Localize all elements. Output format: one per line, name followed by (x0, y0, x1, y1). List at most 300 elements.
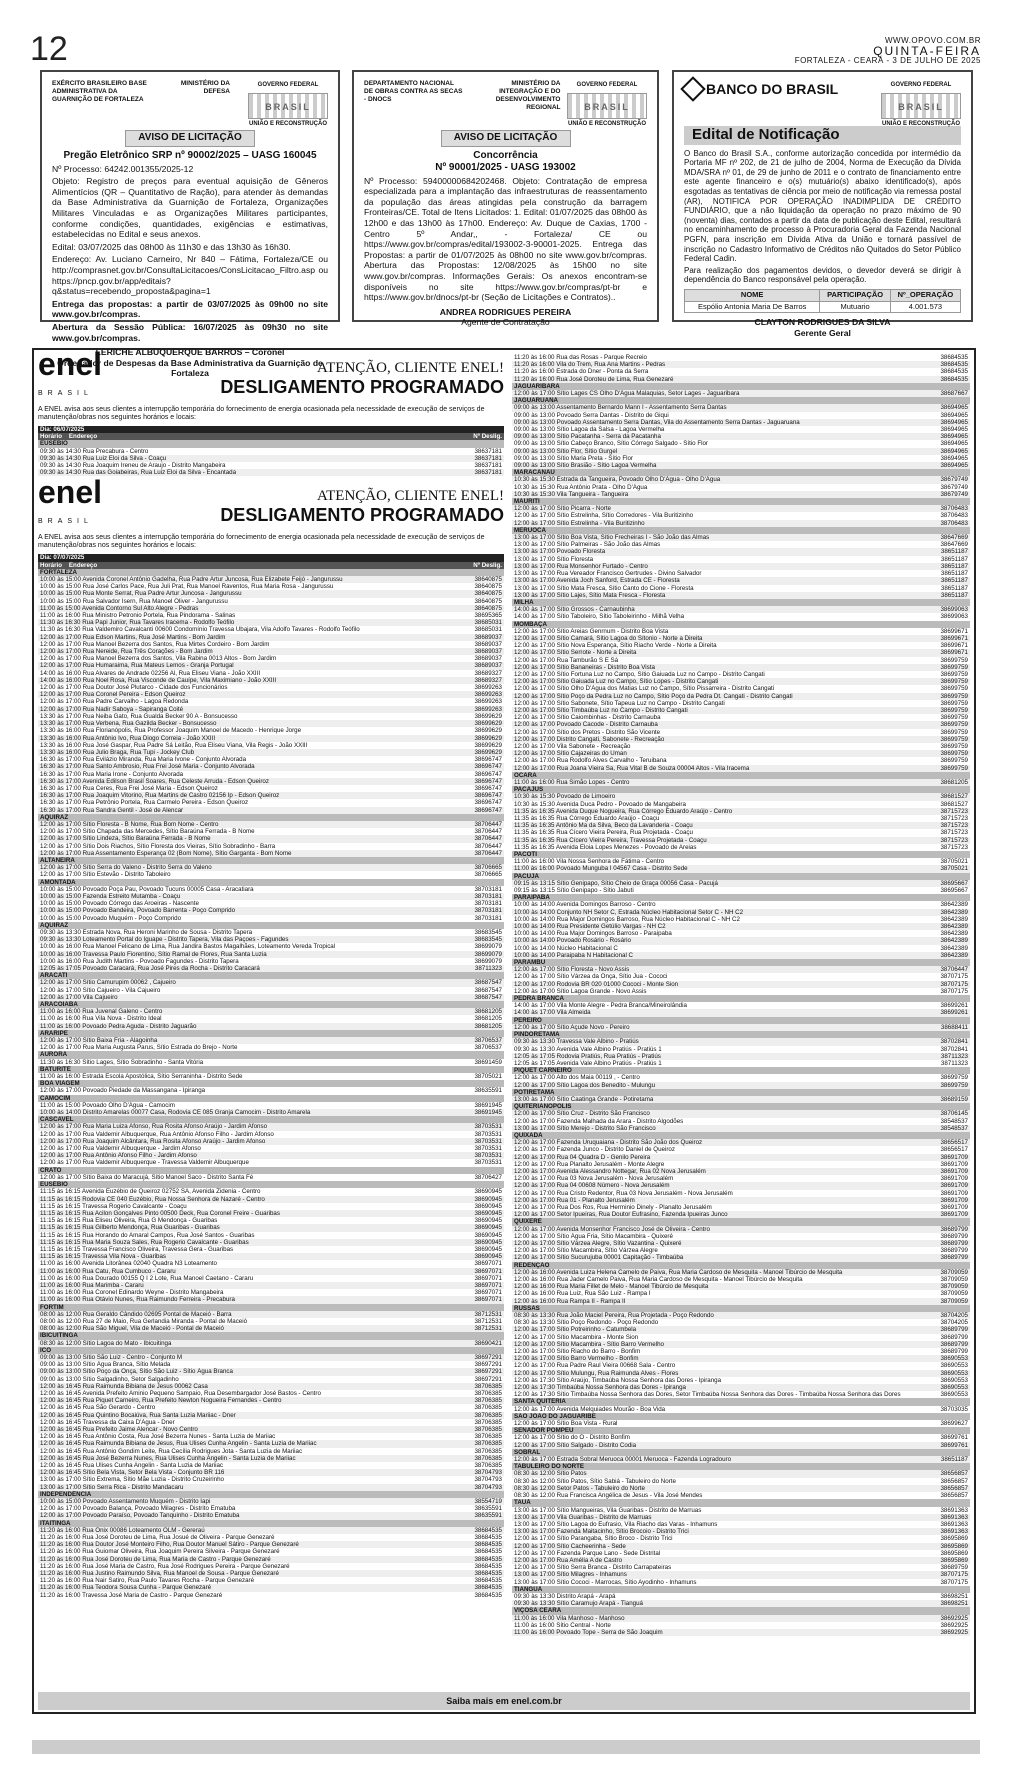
outage-entry: 13:30 às 16:00 Rua Antônio Ivo, Rua Diogo Correia - João XXIII (38, 735, 464, 742)
outage-number: 38656857 (930, 1470, 970, 1477)
outage-number: 38699079 (474, 943, 502, 951)
table-row (512, 966, 970, 973)
table-row (512, 736, 970, 743)
outage-number: 38715723 (930, 822, 970, 829)
outage-number: 38642389 (930, 909, 970, 916)
city-name: OCARA (512, 772, 970, 779)
table-row (512, 455, 970, 462)
outage-number: 38684535 (474, 1562, 502, 1570)
city-header-row (38, 1001, 504, 1008)
outage-number: 38689799 (930, 1341, 970, 1348)
city-name: ITAITINGA (38, 1520, 504, 1527)
outage-entry: 12:00 às 17:00 Sítio Serra do Valeno - Distrito Serra do Valeno (38, 864, 464, 871)
outage-entry: 12:00 às 17:00 Povoado Cacode - Distrito Carnauba (512, 721, 930, 728)
table-row (512, 541, 970, 548)
enel-title: DESLIGAMENTO PROGRAMADO (220, 377, 504, 397)
outage-number: 38691363 (930, 1528, 970, 1535)
masthead-dateline: FORTALEZA - CEARÁ - 3 DE JULHO DE 2025 (794, 56, 981, 65)
outage-entry: 08:30 às 13:30 Sítio Poço Redondo - Poço Redondo (514, 1319, 659, 1327)
table-row (38, 951, 504, 958)
table-row (512, 1377, 970, 1384)
table-row (38, 590, 504, 597)
outage-number: 38689037 (474, 655, 502, 663)
table-row (38, 1023, 504, 1030)
table-row (512, 1060, 970, 1067)
table-row (512, 923, 970, 930)
outage-entry: 12:00 às 17:00 Rua Antônio Afonso Filho - Jardim Afonso (38, 1152, 464, 1159)
outage-number: 38689799 (940, 1348, 968, 1356)
table-row (38, 698, 504, 705)
outage-number: 38695365 (474, 612, 502, 620)
table-row (38, 1527, 504, 1534)
outage-entry: 11:20 às 16:00 Rua José Maria de Castro, Rua José Rodrigues Pereira - Parque Genezaré (40, 1562, 290, 1570)
city-header-row (38, 857, 504, 864)
city-name: QUITERIANÓPOLIS (512, 1103, 970, 1110)
table-row (512, 707, 970, 714)
outage-table-continued (512, 354, 970, 1636)
city-name: PACAJUS (512, 786, 970, 793)
table-row (38, 583, 504, 590)
table-row (512, 1319, 970, 1326)
outage-number: 38694965 (930, 462, 970, 469)
outage-entry: 09:15 às 13:15 Sítio Genipapo - Sítio Jabuti (514, 887, 634, 895)
outage-entry: 12:00 às 17:00 Sítio Cajueiro - Vila Cajueiro (40, 986, 161, 994)
enel-footer-link[interactable]: Saiba mais em enel.com.br (38, 1692, 970, 1710)
outage-entry: 14:00 às 17:00 Vila Monte Alegre - Pedra Branca/Mineirolândia (514, 1002, 687, 1010)
outage-number: 38684535 (940, 354, 968, 361)
outage-entry: 10:00 às 14:00 Povoado Rosário - Rosário (512, 937, 930, 944)
outage-number: 38691709 (930, 1211, 970, 1218)
table-row (38, 1505, 504, 1512)
table-row (512, 1082, 970, 1089)
city-header-row (512, 894, 970, 901)
outage-number: 38691363 (940, 1506, 968, 1514)
table-row (512, 1341, 970, 1348)
outage-number: 38694965 (940, 454, 968, 462)
table-row (38, 1361, 504, 1368)
table-row (38, 785, 504, 792)
outage-number: 38651187 (940, 584, 968, 592)
outage-entry: 11:20 às 16:00 Rua Teodora Sousa Cunha - Parque Genezaré (38, 1584, 464, 1591)
table-row (38, 1188, 504, 1195)
table-row (38, 612, 504, 619)
outage-entry: 11:00 às 16:00 Rua Simão Lopes - Centro (512, 779, 930, 786)
table-row (512, 765, 970, 772)
outage-entry: 12:00 às 17:00 Rua Manoel Bezerra dos Santos, Vila Rabina 0013 Altos - Bom Jardim (40, 655, 277, 663)
table-row (512, 1571, 970, 1578)
outage-number: 38640875 (464, 590, 504, 597)
city-header-row (38, 1304, 504, 1311)
city-name: AURORA (38, 1051, 504, 1058)
table-row (512, 361, 970, 368)
city-name: PIQUET CARNEIRO (512, 1067, 970, 1074)
outage-number: 38695869 (940, 1535, 968, 1543)
outage-entry: 13:00 às 17:00 Sítio Merejo - Distrito São Francisco (512, 1125, 930, 1132)
outage-entry: 11:20 às 16:00 Rua José Doroteu de Lima, Rua Maria de Castro - Parque Genezaré (38, 1556, 464, 1563)
outage-entry: 12:00 às 17:00 Rua Assentamento Esperança 02 (Bom Nome), Sítio Garganta - Bom Nome (38, 850, 464, 857)
outage-number: 38684535 (930, 376, 970, 383)
outage-number: 38691709 (930, 1154, 970, 1161)
table-row (512, 1528, 970, 1535)
outage-number: 38706385 (464, 1383, 504, 1390)
table-row (512, 642, 970, 649)
outage-number: 38651187 (940, 555, 968, 563)
outage-number: 38679749 (940, 483, 968, 491)
outage-entry: 08:30 às 12:00 Sítio Lagoa do Mato - Ibicuitinga (38, 1340, 464, 1347)
outage-number: 38647669 (940, 541, 968, 549)
outage-number: 38706447 (464, 850, 504, 857)
city-header-row (512, 527, 970, 534)
table-row (38, 1570, 504, 1577)
outage-entry: 12:00 às 16:45 Rua Piquet Carneiro, Rua Prefeito Newton Nogueira Fernandes - Centro (38, 1397, 464, 1404)
table-row (38, 1015, 504, 1022)
outage-number: 38690945 (464, 1253, 504, 1260)
outage-entry: 12:00 às 17:00 Povoado Balança, Povoado Milagres - Distrito Ematuba (40, 1505, 236, 1513)
outage-entry: 13:00 às 17:00 Sítio Lagoa do Eufrasio, Vila Riacho das Varas - Inhamuns (514, 1520, 718, 1528)
city-name: JAGUARIBARA (512, 383, 970, 390)
outage-entry: 14:00 às 16:00 Rua Noel Rosa, Rua Visconde de Cauípe, Vila Maximiano - João XXIII (38, 677, 464, 684)
outage-entry: 11:00 às 16:00 Avenida Litorânea 02040 Quadra N3 Loteamento (40, 1260, 217, 1268)
notice-tag: AVISO DE LICITAÇÃO (125, 130, 255, 147)
city-name: PEREIRO (512, 1017, 970, 1024)
table-row (38, 1462, 504, 1469)
outage-number: 38640875 (464, 576, 504, 583)
table-row (38, 727, 504, 734)
outage-entry: 12:00 às 17:00 Rua Maria Augusta Parus, Sítio Estrada do Brejo - Norte (40, 1044, 238, 1052)
outage-entry: 14:00 às 16:00 Rua Alvares de Andrade 02256 Al, Rua Eliseu Viana - João XXIII (40, 669, 261, 677)
table-row (512, 1247, 970, 1254)
outage-entry: 13:30 às 17:00 Rua Neiba Gato, Rua Gualda Becker 90 A - Bonsucesso (40, 712, 238, 720)
outage-number: 38706537 (474, 1044, 502, 1052)
city-name: ALTANEIRA (38, 857, 504, 864)
outage-entry: 13:00 às 17:00 Povoado Floresta (512, 548, 930, 555)
outage-number: 38697071 (474, 1260, 502, 1268)
outage-number: 38635591 (464, 1512, 504, 1519)
table-row (512, 973, 970, 980)
outage-number: 38689759 (940, 1564, 968, 1572)
city-header-row (512, 1305, 970, 1312)
outage-entry: 09:00 às 13:00 Sítio São Luiz - Centro - Conjunto M (38, 1354, 464, 1361)
table-row (512, 952, 970, 959)
outage-entry: 12:00 às 17:00 Sítio Floresta - B Nome, Rua Bom Nome - Centro (38, 821, 464, 828)
city-name: AQUIRAZ (38, 922, 504, 929)
outage-entry: 13:30 às 16:00 Rua Florianópolis, Rua Professor Joaquim Manoel de Macedo - Henrique Jorge (40, 727, 302, 735)
outage-entry: 12:00 às 17:00 Rua Maria Luiza Afonso, Rua Rosita Afonso Araújo - Jardim Afonso (38, 1123, 464, 1130)
outage-number: 38656857 (940, 1492, 968, 1500)
outage-number: 38703531 (474, 1159, 502, 1167)
outage-entry: 10:00 às 14:00 Avenida Domingos Barroso - Centro (514, 901, 656, 909)
table-row (38, 850, 504, 857)
outage-entry: 12:00 às 17:00 Rua Dos Ros, Rua Herminio Dinely - Planalto Jerusalém (514, 1203, 712, 1211)
city-name: FORTALEZA (38, 569, 504, 576)
table-row (512, 1470, 970, 1477)
outage-entry: 12:00 às 17:00 Rua Manoel Bezerra dos Santos, Rua Mirtes Cordeiro - Bom Jardim (40, 640, 270, 648)
notice-subtitle: Nº 90001/2025 - UASG 193002 (435, 161, 576, 173)
outage-entry: 12:00 às 17:00 Sítio Água Fria, Sítio Macambira - Quixeré (514, 1232, 673, 1240)
outage-number: 38707175 (940, 1578, 968, 1586)
table-row (512, 901, 970, 908)
city-header-row (38, 879, 504, 886)
outage-entry: 12:00 às 17:00 Alto dos Maia 00119 , - Centro (514, 1074, 640, 1082)
outage-entry: 12:00 às 16:45 Rua Ulises Cunha Angelin - Santa Luzia de Mariiac (40, 1462, 223, 1470)
outage-number: 38712531 (464, 1325, 504, 1332)
table-row (38, 1196, 504, 1203)
outage-entry: 11:20 às 16:00 Rua Justino Raimundo Silva, Rua Manoel de Sousa - Parque Genezaré (38, 1570, 464, 1577)
table-row (38, 1383, 504, 1390)
outage-entry: 12:00 às 17:00 Vila Sabonete - Recreação (514, 742, 631, 750)
outage-number: 38699629 (474, 727, 502, 735)
table-row (512, 664, 970, 671)
outage-entry: 12:00 às 17:30 Timbaúba Nossa Senhora das Dores - Ipiranga (512, 1384, 930, 1391)
outage-number: 38688411 (930, 1024, 970, 1031)
city-header-row (512, 1089, 970, 1096)
outage-entry: 11:35 às 16:35 Rua Cícero Vieira Pereira, Travessa Projetada - Coaçu (512, 837, 930, 844)
table-row (38, 828, 504, 835)
outage-entry: 10:00 às 15:00 Povoado Muquém - Poço Comprido (40, 914, 182, 922)
city-name: ARACATI (38, 972, 504, 979)
notice-paragraph: Nº Processo: 64242.001355/2025-12 (52, 163, 194, 174)
outage-number: 38706665 (474, 871, 502, 879)
outage-number: 38691709 (940, 1160, 968, 1168)
outage-entry: 11:00 às 16:00 Povoado Pedra Aguda - Distrito Jaguarão (38, 1023, 464, 1030)
city-header-row (512, 469, 970, 476)
table-row (512, 829, 970, 836)
outage-number: 38685031 (474, 626, 502, 634)
outage-number: 38690421 (464, 1340, 504, 1347)
table-row (512, 757, 970, 764)
outage-entry: 12:00 às 17:00 Sítio Floresta - Novo Assis (512, 966, 930, 973)
outage-number: 38690945 (474, 1188, 502, 1196)
outage-number: 38707175 (940, 973, 968, 981)
outage-entry: 11:00 às 16:00 Rua Catu, Rua Cumbuco - Cararu (38, 1268, 464, 1275)
city-name: CRATO (38, 1167, 504, 1174)
outage-entry: 10:30 às 15:30 Rua Antônio Prata - Olho D'Água (514, 483, 648, 491)
outage-number: 38695869 (930, 1557, 970, 1564)
city-header-row (512, 1067, 970, 1074)
table-row (38, 691, 504, 698)
outage-number: 38706385 (474, 1433, 502, 1441)
outage-entry: 12:00 às 17:00 Avenida Alessandro Nottegar, Rua 02 Nova Jerusalém (512, 1168, 930, 1175)
outage-entry: 12:00 às 17:00 Rua Amélia A de Castro (512, 1557, 930, 1564)
outage-number: 38690945 (464, 1210, 504, 1217)
outage-number: 38691709 (930, 1197, 970, 1204)
table-row (38, 634, 504, 641)
table-row (512, 1355, 970, 1362)
outage-entry: 09:30 às 13:30 Distrito Arapá - Arapá (514, 1592, 616, 1600)
outage-entry: 14:00 às 17:00 Sítio Grossos - Carnaubinha (512, 606, 930, 613)
outage-entry: 11:00 às 16:00 Vila Nossa Senhora de Fátima - Centro (514, 858, 665, 866)
outage-number: 38694965 (940, 411, 968, 419)
outage-entry: 12:00 às 17:00 Sítio Areias Genrnum - Distrito Boa Vista (514, 627, 669, 635)
outage-number: 38656857 (940, 1477, 968, 1485)
city-name: PARAMBU (512, 959, 970, 966)
outage-number: 38699759 (930, 693, 970, 700)
outage-number: 38699629 (464, 735, 504, 742)
outage-entry: 12:00 às 17:00 Rua Rodolfo Alves Carvalho - Teruibana (514, 757, 667, 765)
outage-entry: 12:00 às 17:00 Distrito Cangati, Sabonete - Recreação (512, 736, 930, 743)
outage-number: 38699627 (940, 1420, 968, 1428)
outage-entry: 12:00 às 17:00 Rua Padre Raul Vieira 00668 Sala - Centro (514, 1362, 676, 1370)
city-header-row (512, 1449, 970, 1456)
outage-number: 38637181 (474, 462, 502, 470)
outage-number: 38651187 (930, 548, 970, 555)
outage-number: 38706447 (930, 966, 970, 973)
table-header: PARTICIPAÇÃO (820, 289, 891, 301)
outage-entry: 12:00 às 17:00 Sítio Baixa Fria - Alagoinha (38, 1037, 464, 1044)
outage-number: 38712531 (464, 1311, 504, 1318)
outage-number: 38703531 (474, 1145, 502, 1153)
outage-number: 38705021 (940, 858, 968, 866)
table-row (38, 1232, 504, 1239)
table-row (38, 1592, 504, 1599)
outage-number: 38679749 (930, 476, 970, 483)
outage-entry: 11:00 às 16:00 Vila Manhoso - Manhoso (512, 1615, 930, 1622)
outage-entry: 12:00 às 17:00 Sítio Lagoa dos Benedito - Mulungu (512, 1082, 930, 1089)
table-row (38, 619, 504, 626)
table-row (512, 1370, 970, 1377)
table-row (38, 742, 504, 749)
city-header-row (38, 1520, 504, 1527)
outage-number: 38699759 (940, 656, 968, 664)
outage-number: 38699759 (940, 742, 968, 750)
city-name: PARAIPABA (512, 894, 970, 901)
city-name: QUIXERÉ (512, 1218, 970, 1225)
outage-entry: 12:00 às 17:00 Rua Padre Carvalho - Lagoa Redonda (40, 698, 189, 706)
outage-number: 38706447 (464, 821, 504, 828)
city-name: CASCAVEL (38, 1116, 504, 1123)
outage-entry: 11:20 às 16:00 Vila do Trem, Rua Ana Martins - Pedras (512, 361, 930, 368)
notice-signature: CLAYTON RODRIGUES DA SILVA Gerente Geral (754, 317, 891, 338)
city-name: MARACANAÚ (512, 469, 970, 476)
outage-number: 38706483 (930, 505, 970, 512)
outage-number: 38692925 (930, 1629, 970, 1636)
outage-entry: 12:00 às 17:00 Sítio Poço da Pedra Luz no Campo, Sítio Poço da Pedra Dt. Cangati - Distrito Cangati (512, 693, 930, 700)
table-row (512, 376, 970, 383)
outage-number: 38691363 (930, 1514, 970, 1521)
city-header-row (512, 621, 970, 628)
outage-entry: 12:00 às 17:00 Rua 04 Quadra D - Genilo Pereira (512, 1154, 930, 1161)
brasil-logo-icon: BRASIL (567, 93, 647, 119)
outage-number: 38695667 (940, 887, 968, 895)
outage-entry: 10:00 às 15:00 Rua José Carlos Pace, Rua Juli Prat, Rua Manoel Raventos, Rua Maria Rosa - Jangurussu (40, 583, 334, 591)
outage-number: 38640875 (474, 597, 502, 605)
outage-entry: 11:20 às 16:00 Rua Nair Satiro, Rua Paulo Tavares Rocha - Parque Genezaré (40, 1577, 255, 1585)
outage-number: 38699759 (930, 678, 970, 685)
outage-number: 38699629 (464, 720, 504, 727)
outage-entry: 11:00 às 16:00 Povoado Munguba I 04567 Casa - Distrito Sede (512, 865, 930, 872)
outage-entry: 12:00 às 17:00 Fazenda Malhada da Arara - Distrito Algodões (514, 1117, 684, 1125)
outage-entry: 12:00 às 16:45 Travessa da Caixa D'Água - Dner (40, 1418, 175, 1426)
outage-entry: 11:15 às 16:15 Rua Gilberto Mendonça, Rua Guaribas - Guaribas (38, 1224, 464, 1231)
outage-entry: 12:00 às 17:00 Sítio Cruz - Distrito São Francisco (512, 1110, 930, 1117)
city-name: MAURITI (512, 498, 970, 505)
outage-number: 38635591 (474, 1087, 502, 1095)
outage-entry: 13:30 às 16:00 Rua Julio Braga, Rua Tupi - Jockey Club (38, 749, 464, 756)
city-header-row (38, 1066, 504, 1073)
city-header-row (512, 1132, 970, 1139)
table-row (512, 404, 970, 411)
outage-entry: 09:30 às 14:30 Rua Precabura - Centro (40, 447, 149, 455)
outage-entry: 10:00 às 14:00 Rua Major Domingos Barroso - Paraipaba (514, 930, 672, 938)
outage-entry: 10:00 às 14:00 Conjunto NH Setor C, Estrada Núcleo Habitacional Setor C - NH C2 (512, 909, 930, 916)
outage-entry: 12:00 às 17:30 Sítio Timbaúba Nossa Senhora das Dores, Setor Timbaúba Nossa Senhora das Dores - Timbaúba Nossa Senhora das Dores (514, 1391, 901, 1399)
outage-entry: 11:20 às 16:00 Travessa José Maria de Castro - Parque Genezaré (40, 1591, 223, 1599)
table-row (38, 936, 504, 943)
notice-paragraph: Nº Processo: 59400000684202468. Objeto: Contratação de empresa especializada para a implantação das infraestruturas de reassentamento da população das áreas atingidas pela construção da barragem Fronteiras/CE. Total de Itens Licitados: 1. Edital: 01/07/2025 das 08h00 às 12h00 e das 13h00 às 17h00. Endereço: Av. Duque de Caxias, 1700 - Centro 5º Andar,, - Fortaleza/ CE ou https://www.gov.br/compras/edital/193002-3-90001-2025. Entrega das Propostas: a partir de 01/07/2025 às 08h00 no site www.gov.br/compras. Abertura das Propostas: 12/08/2025 às 15h00 no site www.gov.br/compras. Informações Gerais: Os anexos encontram-se disponíveis no site https://www.gov.br/compras/pt-br e https://www.gov.br/dnocs/pt-br (Seção de Licitações e Contratos).. (364, 175, 647, 303)
outage-number: 38687547 (464, 994, 504, 1001)
outage-number: 38697291 (464, 1368, 504, 1375)
outage-entry: 12:00 às 17:00 Rua Valdemir Albuquerque - Jardim Afonso (40, 1145, 201, 1153)
outage-entry: 08:30 às 12:00 Rua Francisca Angélica de Jesus - Vila José Mendes (514, 1492, 703, 1500)
table-row (512, 1543, 970, 1550)
table-row (38, 1123, 504, 1130)
city-header-row (512, 383, 970, 390)
outage-number: 38706385 (464, 1455, 504, 1462)
outage-entry: 08:00 às 12:00 Rua 27 de Maio, Rua Gerlandia Miranda - Pontal de Maceió (40, 1317, 248, 1325)
table-row (512, 1053, 970, 1060)
table-row (38, 1397, 504, 1404)
outage-entry: 09:00 às 13:00 Sítio Poço da Onça, Sítio São Luiz - Sítio Água Branca (38, 1368, 464, 1375)
outage-entry: 09:30 às 13:30 Sítio Caramujo Arapá - Tianguá (512, 1600, 930, 1607)
outage-number: 38689799 (930, 1226, 970, 1233)
outage-entry: 12:00 às 16:00 Rua Jader Camelo Paiva, Rua Maria Cardoso de Mesquita - Manoel Tibúrcio de Mesquita (514, 1276, 803, 1283)
notice-ministry: MINISTÉRIO DA INTEGRAÇÃO E DO DESENVOLVIMENTO REGIONAL (495, 80, 561, 111)
outage-entry: 09:00 às 13:00 Sítio Água Branca, Sítio Melada (40, 1361, 171, 1369)
outage-entry: 12:00 às 17:00 Avenida Monsenhor Francisco José de Oliveira - Centro (512, 1226, 930, 1233)
outage-entry: 10:30 às 15:30 Vila Tangueira - Tangueira (512, 491, 930, 498)
outage-number: 38699079 (474, 957, 502, 965)
table-row (38, 1210, 504, 1217)
outage-number: 38699079 (464, 951, 504, 958)
table-row (38, 1556, 504, 1563)
table-row (512, 887, 970, 894)
outage-number: 38699759 (930, 750, 970, 757)
table-row (512, 635, 970, 642)
table-row (38, 871, 504, 878)
table-row (512, 1002, 970, 1009)
banco-do-brasil-logo: BANCO DO BRASIL (684, 80, 838, 98)
outage-entry: 12:00 às 17:30 Sítio Araújo, Timbaúba Nossa Senhora das Dores - Ipiranga (514, 1376, 722, 1384)
outage-entry: 11:35 às 16:35 Avenida Duque Nogueira, Rua Córrego Eduardo Araújo - Centro (512, 808, 930, 815)
outage-entry: 12:00 às 17:00 Rua 04 00608 Número - Nova Jerusalém (512, 1182, 930, 1189)
table-row (38, 1152, 504, 1159)
outage-number: 38706483 (930, 520, 970, 527)
table-row (38, 807, 504, 814)
city-header-row (38, 1095, 504, 1102)
outage-number: 38694965 (930, 448, 970, 455)
outage-number: 38690945 (464, 1224, 504, 1231)
outage-entry: 13:00 às 17:00 Sítio Caatinga Grande - Potiretama (512, 1096, 930, 1103)
outage-number: 38699261 (940, 1002, 968, 1010)
outage-number: 38699629 (474, 741, 502, 749)
outage-entry: 11:15 às 16:15 Rua Eliseu Oliveira, Rua G Mendonça - Guaribas (40, 1217, 218, 1225)
table-row (512, 1074, 970, 1081)
table-row (512, 822, 970, 829)
city-header-row (512, 1499, 970, 1506)
outage-number: 38683545 (464, 936, 504, 943)
table-row (512, 930, 970, 937)
city-header-row (512, 599, 970, 606)
enel-attention: ATENÇÃO, CLIENTE ENEL! (316, 360, 504, 376)
outage-number: 38691709 (940, 1203, 968, 1211)
table-row (38, 605, 504, 612)
city-header-row (38, 1491, 504, 1498)
outage-entry: 11:15 às 16:15 Rodovia CE 040 Euzébio, Rua Nossa Senhora de Nazaré - Centro (38, 1196, 464, 1203)
outage-entry: 12:00 às 17:00 Sítio Camurupim 00062 , Cajueiro (38, 979, 464, 986)
outage-entry: 11:35 às 16:35 Rua Córrego Eduardo Araújo - Coaçu (514, 815, 660, 822)
outage-entry: 12:00 às 17:00 Sítio Lindeza, Sítio Baraúna Ferrada - B Nome (38, 835, 464, 842)
enel-attention: ATENÇÃO, CLIENTE ENEL! (316, 488, 504, 505)
